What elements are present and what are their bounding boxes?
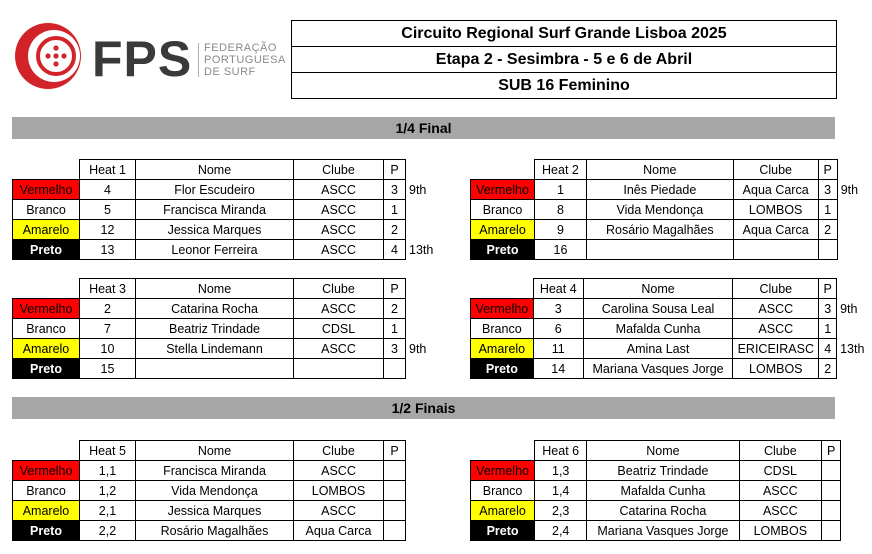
club-cell: ERICEIRASC	[733, 339, 819, 359]
header-clube: Clube	[733, 160, 818, 180]
club-cell: ASCC	[733, 319, 819, 339]
rank-cell: 9th	[409, 341, 427, 356]
club-cell: CDSL	[739, 461, 821, 481]
jersey-color-cell: Preto	[13, 240, 80, 260]
surfer-name-cell: Mafalda Cunha	[587, 481, 739, 501]
header-p: P	[384, 279, 406, 299]
position-cell: 1	[384, 200, 406, 220]
jersey-color-cell: Vermelho	[13, 299, 80, 319]
header-nome: Nome	[587, 441, 739, 461]
seed-cell: 15	[80, 359, 136, 379]
jersey-color-cell: Vermelho	[13, 180, 80, 200]
club-cell: LOMBOS	[733, 200, 818, 220]
club-cell: Aqua Carca	[294, 521, 384, 541]
position-cell: 4	[384, 240, 406, 260]
rank-cell: 9th	[840, 301, 858, 316]
heat-header-row	[471, 441, 872, 461]
jersey-color-cell: Amarelo	[471, 501, 535, 521]
position-cell: 2	[384, 220, 406, 240]
jersey-color-cell: Amarelo	[471, 220, 535, 240]
table-row	[471, 180, 872, 200]
jersey-color-cell: Branco	[471, 200, 535, 220]
header-rank-blank	[837, 279, 872, 299]
header-blank	[13, 160, 80, 180]
position-cell	[822, 481, 841, 501]
table-row	[13, 200, 444, 220]
seed-cell: 7	[80, 319, 136, 339]
jersey-color-cell: Branco	[13, 200, 80, 220]
club-cell: ASCC	[294, 240, 384, 260]
rank-cell	[837, 220, 871, 240]
seed-cell: 10	[80, 339, 136, 359]
club-cell: ASCC	[739, 481, 821, 501]
club-cell: Aqua Carca	[733, 180, 818, 200]
rank-cell	[406, 461, 444, 481]
rank-cell	[406, 481, 444, 501]
rank-cell	[841, 481, 872, 501]
header-blank	[13, 279, 80, 299]
header-rank-blank	[841, 441, 872, 461]
jersey-color-cell: Branco	[471, 481, 535, 501]
seed-cell: 8	[535, 200, 587, 220]
surfer-name-cell: Vida Mendonça	[136, 481, 294, 501]
logo-divider	[198, 43, 199, 77]
jersey-color-cell: Vermelho	[471, 461, 535, 481]
seed-cell: 6	[533, 319, 583, 339]
surfer-name-cell: Leonor Ferreira	[136, 240, 294, 260]
position-cell	[818, 240, 837, 260]
header-p: P	[818, 160, 837, 180]
seed-cell: 14	[533, 359, 583, 379]
table-row	[13, 481, 444, 501]
position-cell: 2	[819, 359, 837, 379]
header-nome: Nome	[136, 441, 294, 461]
logo-subtitle: FEDERAÇÃO PORTUGUESA DE SURF	[204, 42, 286, 78]
club-cell: ASCC	[739, 501, 821, 521]
table-row	[13, 299, 444, 319]
heat-header-row	[13, 441, 444, 461]
seed-cell: 13	[80, 240, 136, 260]
club-cell: ASCC	[294, 180, 384, 200]
surfer-name-cell	[586, 240, 733, 260]
position-cell: 4	[819, 339, 837, 359]
logo-wordmark: FPS	[92, 31, 193, 87]
jersey-color-cell: Amarelo	[13, 339, 80, 359]
rank-cell: 13th	[840, 341, 865, 356]
heat-title: Heat 2	[535, 160, 587, 180]
club-cell: CDSL	[294, 319, 384, 339]
surfer-name-cell: Vida Mendonça	[586, 200, 733, 220]
seed-cell: 9	[535, 220, 587, 240]
seed-cell: 5	[80, 200, 136, 220]
jersey-color-cell: Vermelho	[13, 461, 80, 481]
surfer-name-cell: Beatriz Trindade	[136, 319, 294, 339]
surfer-name-cell: Francisca Miranda	[136, 461, 294, 481]
seed-cell: 1,3	[535, 461, 587, 481]
event-title-box	[291, 20, 837, 99]
header-clube: Clube	[294, 279, 384, 299]
seed-cell: 1,1	[80, 461, 136, 481]
section-quarter-final: 1/4 Final	[12, 117, 835, 139]
table-row	[13, 220, 444, 240]
header-blank	[471, 160, 535, 180]
jersey-color-cell: Vermelho	[471, 299, 534, 319]
jersey-color-cell: Branco	[13, 481, 80, 501]
club-cell: ASCC	[294, 220, 384, 240]
seed-cell: 2,1	[80, 501, 136, 521]
surfer-name-cell: Catarina Rocha	[136, 299, 294, 319]
heat-title: Heat 6	[535, 441, 587, 461]
header-nome: Nome	[586, 160, 733, 180]
jersey-color-cell: Branco	[13, 319, 80, 339]
rank-cell: 13th	[409, 242, 434, 257]
table-row	[13, 501, 444, 521]
section-semi-final: 1/2 Finais	[12, 397, 835, 419]
seed-cell: 1,2	[80, 481, 136, 501]
seed-cell: 1,4	[535, 481, 587, 501]
position-cell: 3	[384, 180, 406, 200]
rank-cell	[837, 359, 872, 379]
surfer-name-cell: Flor Escudeiro	[136, 180, 294, 200]
club-cell: ASCC	[294, 299, 384, 319]
surfer-name-cell: Stella Lindemann	[136, 339, 294, 359]
jersey-color-cell: Branco	[471, 319, 534, 339]
heat-table	[12, 278, 444, 379]
header-p: P	[819, 279, 837, 299]
table-row	[471, 481, 872, 501]
surfer-name-cell: Inês Piedade	[586, 180, 733, 200]
position-cell: 3	[819, 299, 837, 319]
header-rank-blank	[406, 441, 444, 461]
position-cell: 2	[818, 220, 837, 240]
position-cell	[384, 359, 406, 379]
seed-cell: 3	[533, 299, 583, 319]
rank-cell	[406, 319, 444, 339]
table-row	[471, 339, 872, 359]
surfer-name-cell: Beatriz Trindade	[587, 461, 739, 481]
seed-cell: 2	[80, 299, 136, 319]
club-cell	[294, 359, 384, 379]
surfer-name-cell: Mariana Vasques Jorge	[583, 359, 733, 379]
surfer-name-cell: Mafalda Cunha	[583, 319, 733, 339]
rank-cell	[406, 220, 444, 240]
rank-cell	[837, 319, 872, 339]
header-clube: Clube	[294, 441, 384, 461]
jersey-color-cell: Amarelo	[13, 501, 80, 521]
jersey-color-cell: Preto	[471, 359, 534, 379]
surfer-name-cell	[136, 359, 294, 379]
header-p: P	[822, 441, 841, 461]
seed-cell: 2,2	[80, 521, 136, 541]
heat-header-row	[471, 160, 872, 180]
heat-table	[470, 440, 872, 541]
club-cell: ASCC	[294, 200, 384, 220]
position-cell	[384, 521, 406, 541]
rank-cell: 9th	[840, 182, 859, 197]
surfer-name-cell: Rosário Magalhães	[136, 521, 294, 541]
rank-cell	[406, 521, 444, 541]
seed-cell: 1	[535, 180, 587, 200]
jersey-color-cell: Amarelo	[471, 339, 534, 359]
club-cell: ASCC	[733, 299, 819, 319]
seed-cell: 12	[80, 220, 136, 240]
header-nome: Nome	[583, 279, 733, 299]
seed-cell: 11	[533, 339, 583, 359]
position-cell	[384, 481, 406, 501]
seed-cell: 4	[80, 180, 136, 200]
table-row	[471, 359, 872, 379]
header-p: P	[384, 160, 406, 180]
rank-cell	[837, 240, 871, 260]
table-row	[471, 240, 872, 260]
table-row	[13, 339, 444, 359]
rank-cell: 9th	[409, 182, 427, 197]
heat-table	[470, 159, 872, 260]
club-cell: Aqua Carca	[733, 220, 818, 240]
jersey-color-cell: Preto	[13, 521, 80, 541]
heat-table	[12, 159, 444, 260]
rank-cell	[406, 501, 444, 521]
header-blank	[471, 441, 535, 461]
position-cell: 1	[818, 200, 837, 220]
position-cell	[384, 461, 406, 481]
position-cell: 1	[819, 319, 837, 339]
header-blank	[471, 279, 534, 299]
surfer-name-cell: Carolina Sousa Leal	[583, 299, 733, 319]
event-stage: Etapa 2 - Sesimbra - 5 e 6 de Abril	[292, 47, 836, 73]
heat-title: Heat 5	[80, 441, 136, 461]
rank-cell	[841, 501, 872, 521]
heat-title: Heat 3	[80, 279, 136, 299]
header-blank	[13, 441, 80, 461]
seed-cell: 2,4	[535, 521, 587, 541]
fps-emblem-icon	[12, 22, 86, 90]
header-p: P	[384, 441, 406, 461]
table-row	[471, 521, 872, 541]
surfer-name-cell: Rosário Magalhães	[586, 220, 733, 240]
seed-cell: 16	[535, 240, 587, 260]
position-cell	[822, 461, 841, 481]
position-cell: 2	[384, 299, 406, 319]
jersey-color-cell: Vermelho	[471, 180, 535, 200]
header-nome: Nome	[136, 160, 294, 180]
header-rank-blank	[406, 279, 444, 299]
table-row	[471, 319, 872, 339]
club-cell: LOMBOS	[739, 521, 821, 541]
rank-cell	[406, 299, 444, 319]
club-cell: ASCC	[294, 501, 384, 521]
club-cell: LOMBOS	[733, 359, 819, 379]
table-row	[471, 200, 872, 220]
table-row	[13, 359, 444, 379]
heat-title: Heat 1	[80, 160, 136, 180]
rank-cell	[406, 359, 444, 379]
position-cell: 3	[818, 180, 837, 200]
header-nome: Nome	[136, 279, 294, 299]
position-cell	[384, 501, 406, 521]
jersey-color-cell: Preto	[13, 359, 80, 379]
event-category: SUB 16 Feminino	[498, 77, 630, 94]
table-row	[13, 319, 444, 339]
club-cell	[733, 240, 818, 260]
club-cell: ASCC	[294, 461, 384, 481]
jersey-color-cell: Amarelo	[13, 220, 80, 240]
surfer-name-cell: Francisca Miranda	[136, 200, 294, 220]
position-cell	[822, 521, 841, 541]
rank-cell	[837, 200, 871, 220]
table-row	[471, 220, 872, 240]
heat-title: Heat 4	[533, 279, 583, 299]
rank-cell	[841, 521, 872, 541]
position-cell: 1	[384, 319, 406, 339]
header-clube: Clube	[733, 279, 819, 299]
table-row	[13, 521, 444, 541]
heat-table	[470, 278, 872, 379]
club-cell: ASCC	[294, 339, 384, 359]
header-rank-blank	[837, 160, 871, 180]
table-row	[471, 299, 872, 319]
table-row	[471, 461, 872, 481]
table-row	[13, 461, 444, 481]
position-cell: 3	[384, 339, 406, 359]
header-clube: Clube	[739, 441, 821, 461]
table-row	[13, 180, 444, 200]
seed-cell: 2,3	[535, 501, 587, 521]
club-cell: LOMBOS	[294, 481, 384, 501]
heat-header-row	[13, 160, 444, 180]
table-row	[471, 501, 872, 521]
jersey-color-cell: Preto	[471, 240, 535, 260]
header-rank-blank	[406, 160, 444, 180]
heat-header-row	[13, 279, 444, 299]
surfer-name-cell: Amina Last	[583, 339, 733, 359]
rank-cell	[841, 461, 872, 481]
event-title: Circuito Regional Surf Grande Lisboa 2025	[292, 21, 836, 47]
rank-cell	[406, 200, 444, 220]
surfer-name-cell: Catarina Rocha	[587, 501, 739, 521]
table-row	[13, 240, 444, 260]
heat-table	[12, 440, 444, 541]
position-cell	[822, 501, 841, 521]
surfer-name-cell: Jessica Marques	[136, 220, 294, 240]
surfer-name-cell: Jessica Marques	[136, 501, 294, 521]
header-clube: Clube	[294, 160, 384, 180]
jersey-color-cell: Preto	[471, 521, 535, 541]
surfer-name-cell: Mariana Vasques Jorge	[587, 521, 739, 541]
heat-header-row	[471, 279, 872, 299]
